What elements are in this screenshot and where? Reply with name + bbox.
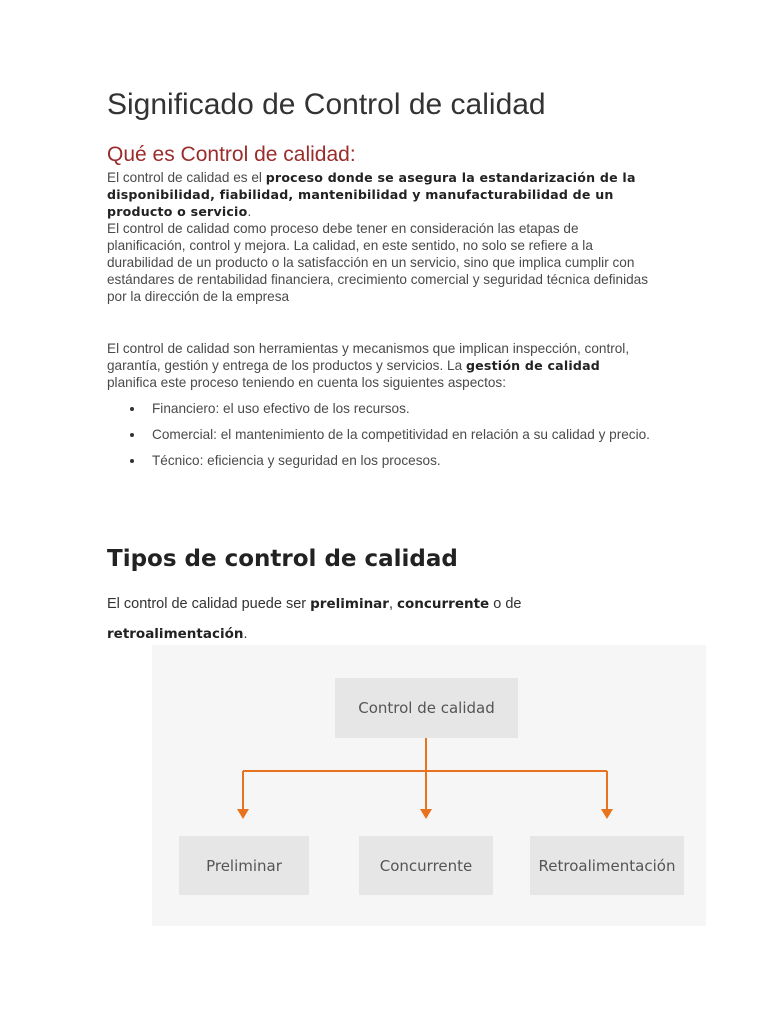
list-item: Técnico: eficiencia y seguridad en los procesos.	[107, 452, 667, 469]
definition-paragraph	[107, 169, 652, 305]
types-diagram	[152, 645, 706, 926]
tools-bold: gestión de calidad	[465, 358, 600, 373]
definition-bold: proceso donde se asegura la estandarización de la disponibilidad, fiabilidad, mantenibilidad y manufacturabilidad de un producto o servicio	[107, 170, 636, 219]
tools-text-2: planifica este proceso teniendo en cuenta los siguientes aspectos:	[107, 375, 507, 390]
page-title: Significado de Control de calidad	[107, 88, 546, 121]
types-text-3: o de	[489, 596, 522, 612]
arrow-center-icon	[420, 809, 432, 819]
type-preliminar: preliminar	[310, 596, 389, 612]
definition-text-1: El control de calidad es el	[107, 170, 266, 185]
list-item: Comercial: el mantenimiento de la competitividad en relación a su calidad y precio.	[107, 426, 667, 443]
diagram-root-box: Control de calidad	[335, 678, 518, 738]
aspects-list	[107, 400, 667, 478]
types-text-2: ,	[388, 596, 398, 612]
arrow-right-icon	[601, 809, 613, 819]
definition-text-2: .	[247, 204, 252, 219]
type-concurrente: concurrente	[397, 596, 490, 612]
arrow-left-icon	[237, 809, 249, 819]
connector-lines	[243, 738, 607, 809]
section-subtitle: Qué es Control de calidad:	[107, 143, 356, 166]
list-item: Financiero: el uso efectivo de los recursos.	[107, 400, 667, 417]
types-heading: Tipos de control de calidad	[107, 546, 458, 572]
arrowheads	[237, 809, 613, 819]
types-text-1: El control de calidad puede ser	[107, 596, 311, 612]
types-text-4: .	[243, 626, 248, 642]
diagram-child-preliminar: Preliminar	[179, 836, 309, 895]
diagram-child-concurrente: Concurrente	[359, 836, 493, 895]
type-retroalimentacion: retroalimentación	[107, 626, 244, 642]
tools-paragraph	[107, 340, 652, 391]
definition-text-3: El control de calidad como proceso debe tener en consideración las etapas de planificación, control y mejora. La calidad, en este sentido, no solo se refiere a la durabilidad de un producto o la satisfacción en un servicio, sino que implica cumplir con estándares de rentabilidad financiera, crecimiento comercial y seguridad técnica definidas por la dirección de la empresa	[107, 221, 649, 304]
tools-text-1: El control de calidad son herramientas y mecanismos que implican inspección, control, garantía, gestión y entrega de los productos y servicios. La	[107, 341, 630, 373]
diagram-child-retroalimentacion: Retroalimentación	[530, 836, 684, 895]
types-intro	[107, 589, 567, 649]
